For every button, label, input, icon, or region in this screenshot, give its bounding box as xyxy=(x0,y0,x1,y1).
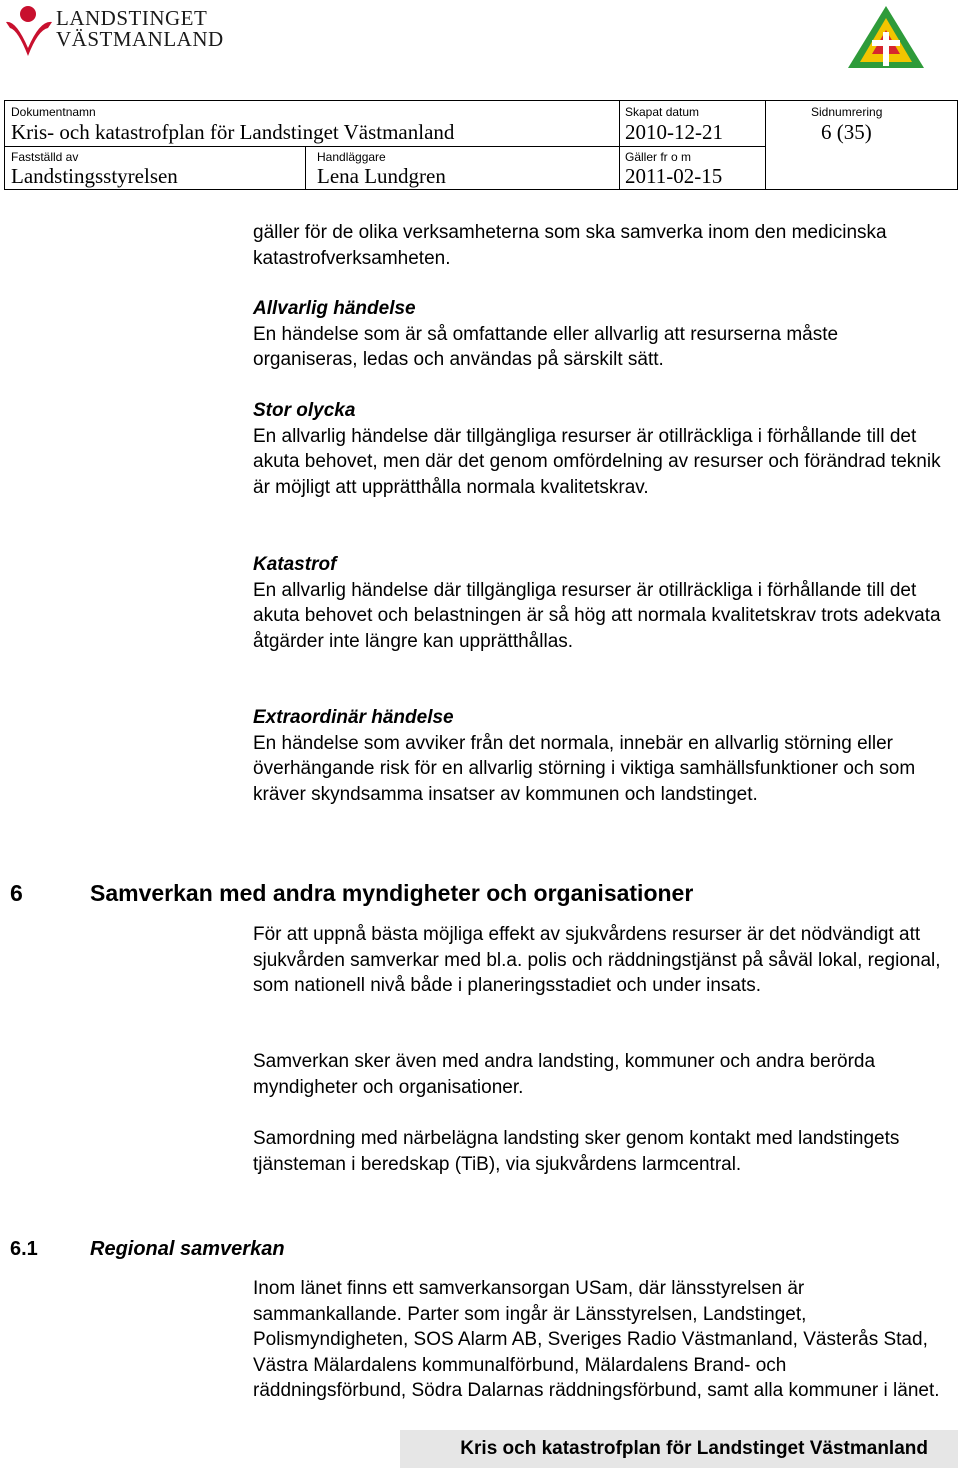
page-footer xyxy=(400,1430,958,1468)
handlaggare-value: Lena Lundgren xyxy=(317,164,446,188)
faststalld-value: Landstingsstyrelsen xyxy=(11,164,178,188)
term-heading: Allvarlig händelse xyxy=(253,298,416,319)
sidnummer-value: 6 (35) xyxy=(821,120,872,144)
section-6-heading xyxy=(10,880,693,907)
divider xyxy=(305,146,306,189)
term-text: En händelse som är så omfattande eller allvarlig att resurserna måste organiseras, ledas och användas på särskilt sätt. xyxy=(253,323,839,370)
term-text: En allvarlig händelse där tillgängliga resurser är otillräckliga i förhållande till det akuta behovet, men där det genom omfördelning av resurser och förändrad teknik är möjligt att upprätthålla normala kvalitetskrav. xyxy=(253,425,941,498)
handlaggare-label: Handläggare xyxy=(317,150,386,164)
divider xyxy=(765,101,766,189)
term-heading: Stor olycka xyxy=(253,400,356,421)
section-number: 6 xyxy=(10,880,23,906)
sidnummer-label: Sidnumrering xyxy=(811,105,883,119)
term-heading: Katastrof xyxy=(253,554,337,575)
section-6-paragraph-3: Samordning med närbelägna landsting sker genom kontakt med landstingets tjänsteman i beredskap (TiB), via sjukvårdens larmcentral. xyxy=(253,1128,900,1175)
footer-text: Kris och katastrofplan för Landstinget Västmanland xyxy=(460,1438,928,1459)
divider xyxy=(5,146,765,147)
section-6-paragraph-1: För att uppnå bästa möjliga effekt av sjukvårdens resurser är det nödvändigt att sjukvården samverkar med bl.a. polis och räddningstjänst på såväl lokal, regional, som nationell nivå både i planeringsstadiet och under insats. xyxy=(253,924,941,996)
logo-line2: VÄSTMANLAND xyxy=(56,27,224,51)
term-text: En allvarlig händelse där tillgängliga resurser är otillräckliga i förhållande till det akuta behovet och belastningen är så hög att normala kvalitetskrav trots adekvata åtgärder inte längre kan upprätthållas. xyxy=(253,579,941,652)
landstinget-logo xyxy=(4,4,224,58)
definition-allvarlig xyxy=(253,296,943,373)
section-6-1-paragraph: Inom länet finns ett samverkansorgan USam, där länsstyrelsen är sammankallande. Parter som ingår är Länsstyrelsen, Landstinget, Polismyndigheten, SOS Alarm AB, Sveriges Radio Västmanland, Västerås Stad, Västra Mälardalens kommunalförbund, Mälardalens Brand- och räddningsförbund, Södra Dalarnas räddningsförbund, samt alla kommuner i länet. xyxy=(253,1278,940,1401)
section-6-paragraph-2: Samverkan sker även med andra landsting, kommuner och andra berörda myndigheter och organisationer. xyxy=(253,1051,876,1098)
section-title: Regional samverkan xyxy=(90,1238,285,1260)
section-title: Samverkan med andra myndigheter och organisationer xyxy=(90,880,694,906)
document-header-table xyxy=(4,100,958,190)
logo-wordmark xyxy=(56,8,224,50)
dokumentnamn-label: Dokumentnamn xyxy=(11,105,96,119)
definition-extraordinar xyxy=(253,705,943,807)
term-heading: Extraordinär händelse xyxy=(253,707,454,728)
skapat-value: 2010-12-21 xyxy=(625,120,723,144)
definition-katastrof xyxy=(253,552,943,654)
intro-paragraph: gäller för de olika verksamheterna som ska samverka inom den medicinska katastrofverksamheten. xyxy=(253,222,887,269)
galler-value: 2011-02-15 xyxy=(625,164,723,188)
faststalld-label: Fastställd av xyxy=(11,150,79,164)
divider xyxy=(619,101,620,189)
skapat-label: Skapat datum xyxy=(625,105,700,119)
galler-label: Gäller fr o m xyxy=(625,150,692,164)
triangle-emblem-icon xyxy=(846,4,926,70)
logo-line1: LANDSTINGET xyxy=(56,6,208,30)
term-text: En händelse som avviker från det normala, innebär en allvarlig störning eller överhängande risk för en allvarlig störning i viktiga samhällsfunktioner och som kräver skyndsamma insatser av kommunen och landstinget. xyxy=(253,732,916,805)
dokumentnamn-value: Kris- och katastrofplan för Landstinget Västmanland xyxy=(11,120,455,144)
definition-stor-olycka xyxy=(253,398,943,500)
triangle-logo xyxy=(846,4,926,70)
section-number: 6.1 xyxy=(10,1238,38,1260)
landstinget-emblem-icon xyxy=(4,4,54,58)
section-6-1-heading xyxy=(10,1238,285,1261)
